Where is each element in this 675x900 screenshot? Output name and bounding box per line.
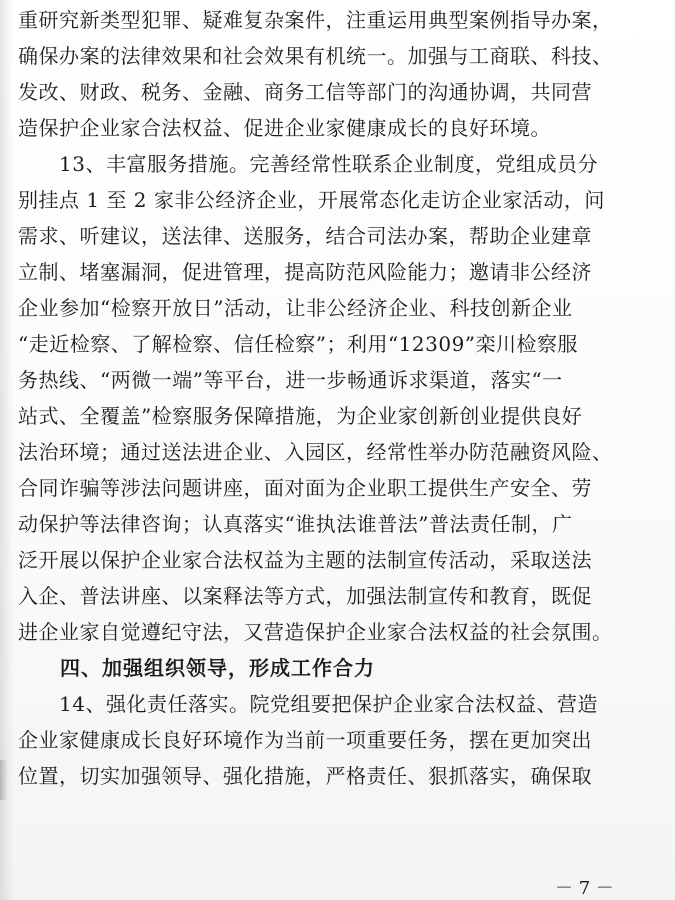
body-line: 法治环境；通过送法进企业、入园区，经常性举办防范融资风险、 — [18, 440, 613, 464]
body-line: 位置，切实加强领导、强化措施，严格责任、狠抓落实，确保取 — [18, 764, 592, 788]
body-line: 造保护企业家合法权益、促进企业家健康成长的良好环境。 — [18, 116, 551, 140]
body-line: 别挂点 1 至 2 家非公经济企业，开展常态化走访企业家活动，问 — [18, 188, 605, 212]
body-line: 入企、普法讲座、以案释法等方式，加强法制宣传和教育，既促 — [18, 584, 592, 608]
body-line: 企业家健康成长良好环境作为当前一项重要任务，摆在更加突出 — [18, 728, 592, 752]
body-line: 立制、堵塞漏洞，促进管理，提高防范风险能力；邀请非公经济 — [18, 260, 592, 284]
body-line: 泛开展以保护企业家合法权益为主题的法制宣传活动，采取送法 — [18, 548, 592, 572]
body-line: 进企业家自觉遵纪守法，又营造保护企业家合法权益的社会氛围。 — [18, 620, 613, 644]
body-line: 13、丰富服务措施。完善经常性联系企业制度，党组成员分 — [18, 152, 598, 176]
body-line: 站式、全覆盖”检察服务保障措施，为企业家创新创业提供良好 — [18, 404, 583, 428]
body-line: 重研究新类型犯罪、疑难复杂案件，注重运用典型案例指导办案， — [18, 8, 613, 32]
body-line: 14、强化责任落实。院党组要把保护企业家合法权益、营造 — [18, 692, 598, 716]
body-line: 企业参加“检察开放日”活动，让非公经济企业、科技创新企业 — [18, 296, 573, 320]
body-line: 需求、听建议，送法律、送服务，结合司法办案，帮助企业建章 — [18, 224, 592, 248]
section-heading: 四、加强组织领导，形成工作合力 — [18, 656, 375, 680]
page-edge-mark — [0, 760, 8, 800]
page-number: － 7 － — [555, 878, 614, 899]
body-line: 合同诈骗等涉法问题讲座，面对面为企业职工提供生产安全、劳 — [18, 476, 592, 500]
body-line: 动保护等法律咨询；认真落实“谁执法谁普法”普法责任制，广 — [18, 512, 573, 536]
body-line: 确保办案的法律效果和社会效果有机统一。加强与工商联、科技、 — [18, 44, 613, 68]
body-line: 发改、财政、税务、金融、商务工信等部门的沟通协调，共同营 — [18, 80, 592, 104]
body-line: “走近检察、了解检察、信任检察”；利用“12309”栾川检察服 — [18, 332, 579, 356]
body-line: 务热线、“两微一端”等平台，进一步畅通诉求渠道，落实“一 — [18, 368, 563, 392]
document-body — [18, 2, 647, 794]
